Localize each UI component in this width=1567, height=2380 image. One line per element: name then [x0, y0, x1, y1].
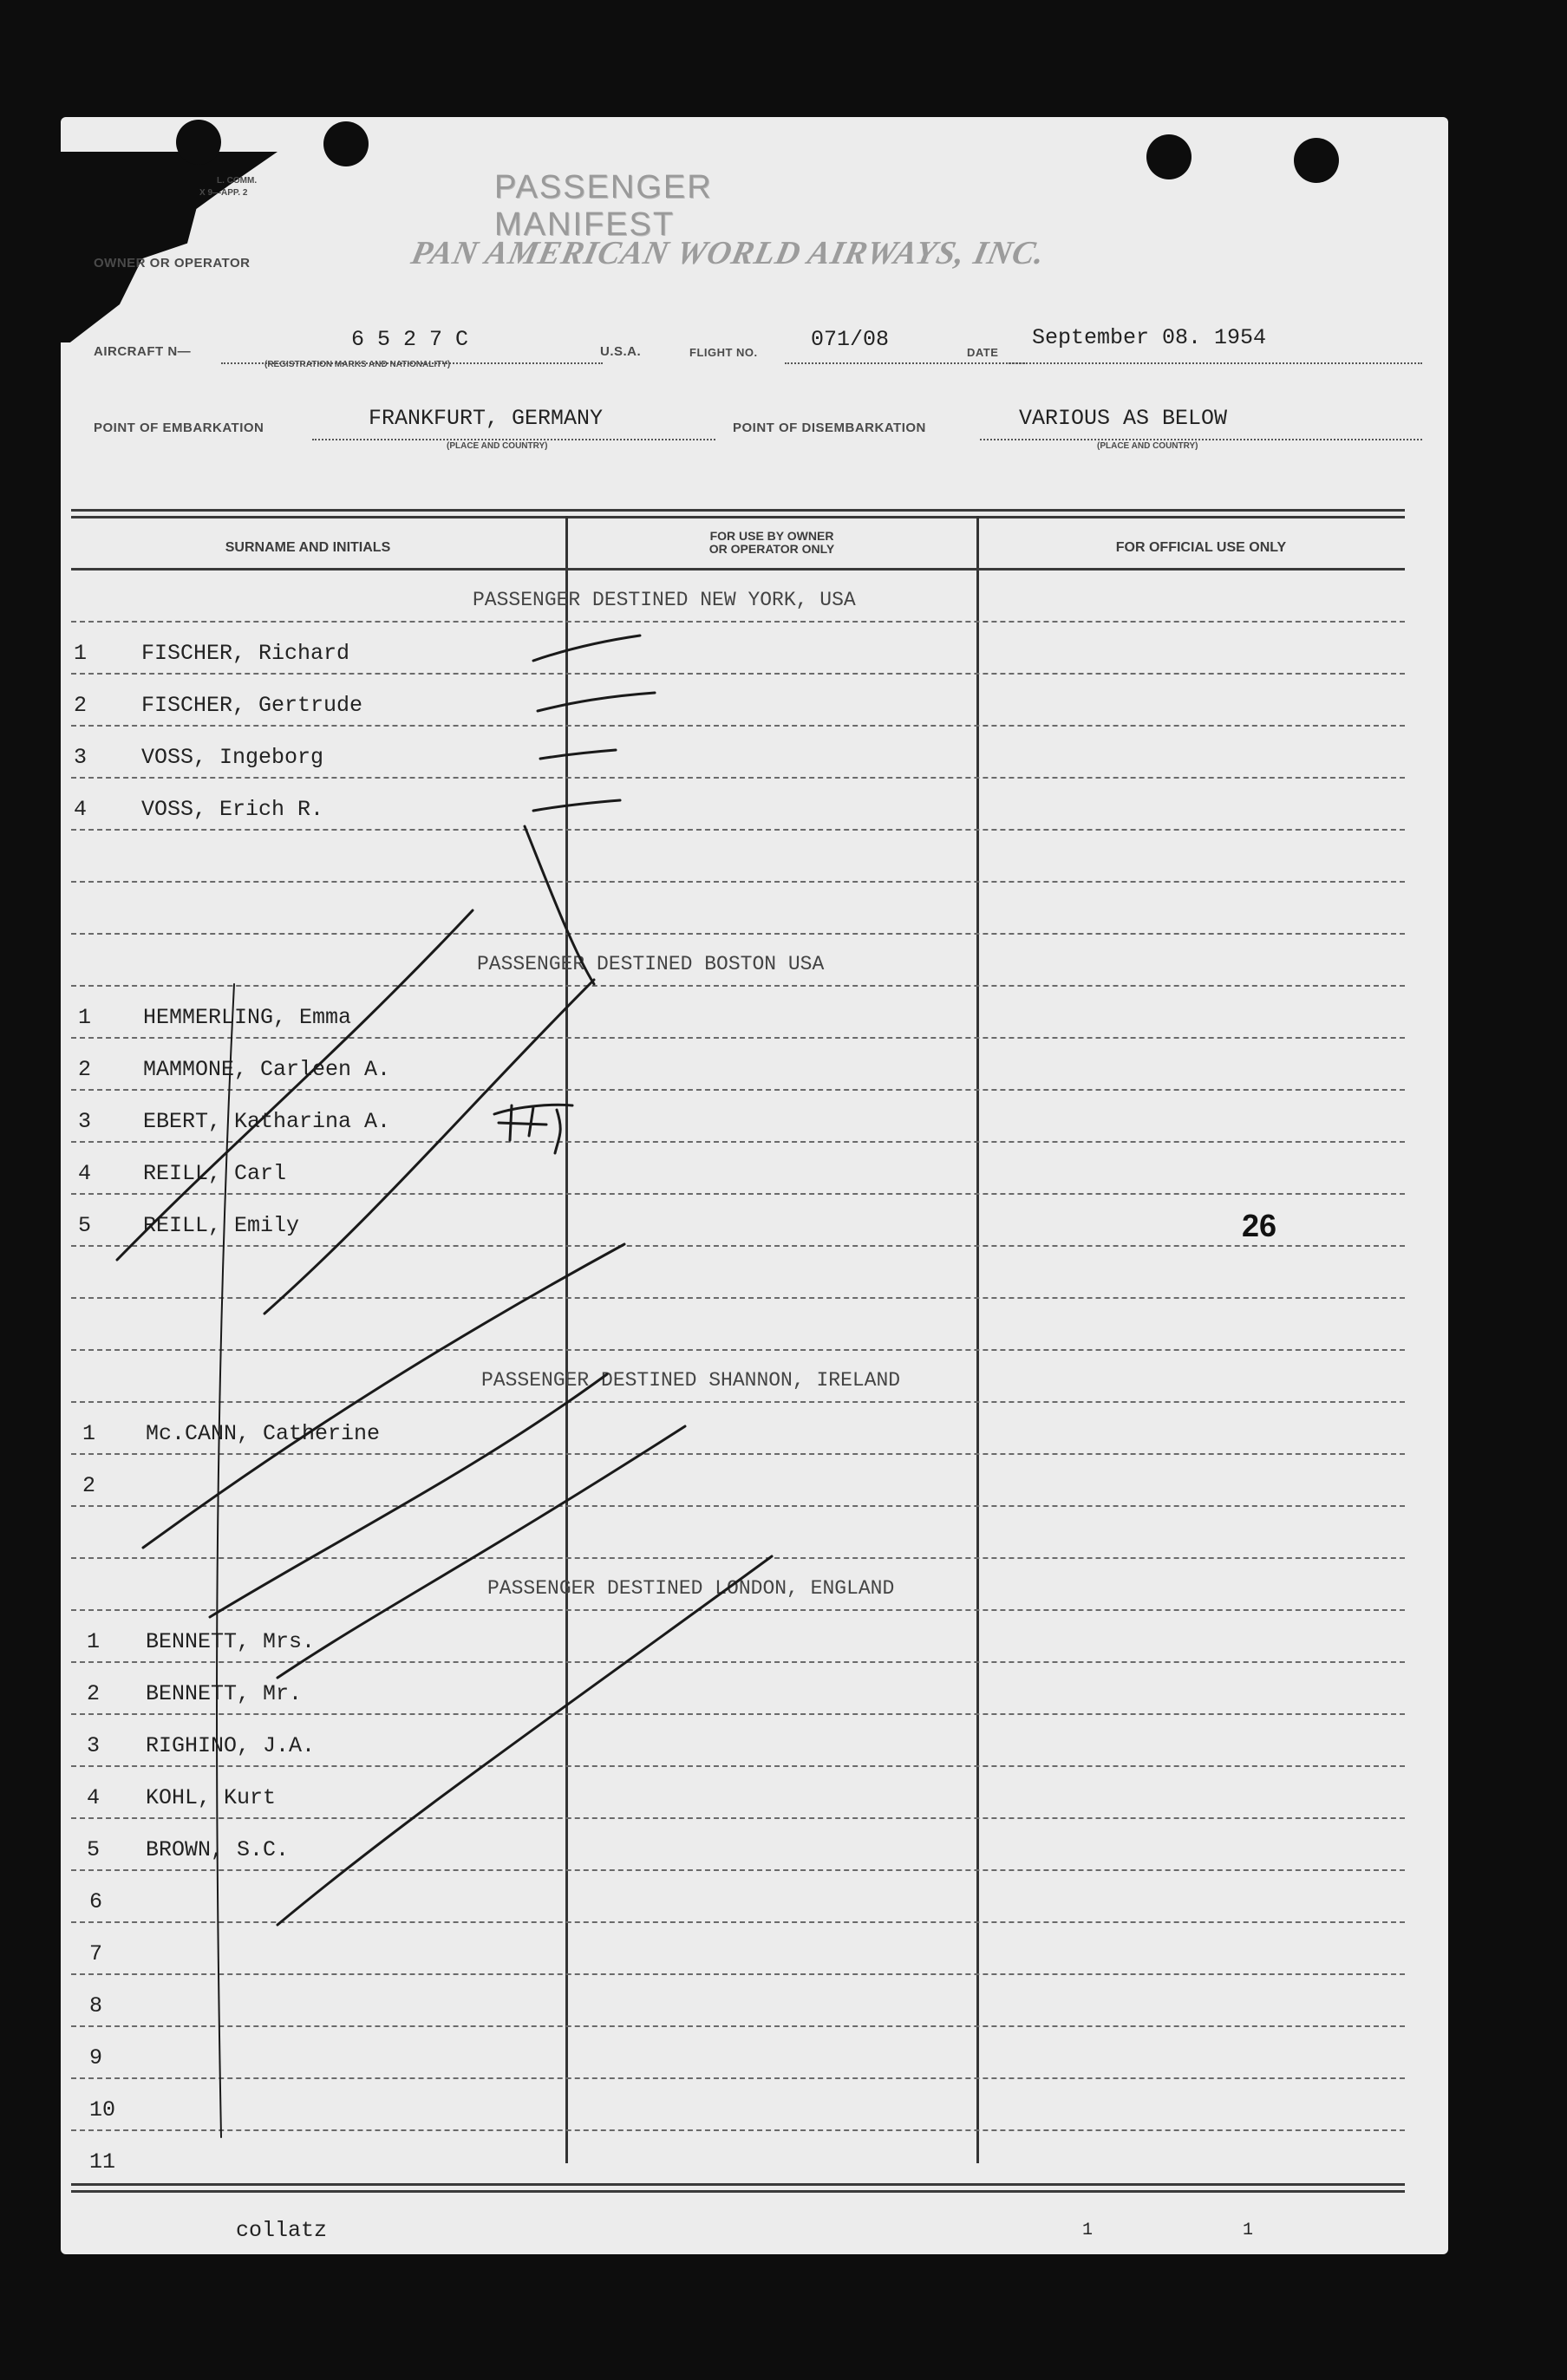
passenger-name: EBERT, Katharina A.	[143, 1109, 391, 1134]
row-number: 7	[89, 1941, 103, 1966]
row-number: 4	[87, 1785, 101, 1810]
passenger-name: BENNETT, Mrs.	[146, 1629, 316, 1654]
row-number: 4	[74, 797, 88, 822]
row-number: 2	[74, 693, 88, 718]
section-heading: PASSENGER DESTINED NEW YORK, USA	[473, 589, 856, 611]
row-number: 2	[78, 1057, 92, 1082]
row-number: 5	[78, 1213, 92, 1238]
row-number: 2	[82, 1473, 96, 1498]
date-underline	[1006, 362, 1422, 364]
punch-hole	[323, 121, 369, 166]
operator-name: PAN AMERICAN WORLD AIRWAYS, INC.	[408, 235, 1049, 271]
row-number: 4	[78, 1161, 92, 1186]
row-rule	[71, 1037, 1405, 1039]
row-number: 10	[89, 2097, 116, 2122]
row-rule	[71, 985, 1405, 987]
check-tick	[540, 750, 616, 759]
scribble-mark	[494, 1105, 572, 1153]
clerk-name: collatz	[236, 2218, 328, 2243]
row-rule	[71, 1869, 1405, 1871]
embarkation-label: POINT OF EMBARKATION	[94, 421, 264, 435]
cancel-stroke	[143, 1244, 624, 1548]
row-rule	[71, 1401, 1405, 1403]
passenger-name: VOSS, Ingeborg	[141, 745, 324, 770]
header-rule	[71, 568, 1405, 571]
row-rule	[71, 1453, 1405, 1455]
embarkation-value: FRANKFURT, GERMANY	[369, 406, 604, 431]
row-number: 11	[89, 2149, 116, 2175]
row-rule	[71, 1765, 1405, 1767]
passenger-name: BENNETT, Mr.	[146, 1681, 303, 1706]
flight-label: FLIGHT NO.	[689, 346, 758, 359]
row-rule	[71, 673, 1405, 675]
row-number: 3	[87, 1733, 101, 1758]
footer-mark: 1	[1082, 2220, 1094, 2240]
row-number: 1	[87, 1629, 101, 1654]
flight-date: September 08. 1954	[1032, 325, 1267, 350]
form-reference: X 9—APP. 2	[199, 188, 248, 198]
row-number: 1	[82, 1421, 96, 1446]
column-divider	[565, 516, 568, 2163]
aircraft-value: 6 5 2 7 C	[351, 327, 469, 352]
owner-label: OWNER OR OPERATOR	[94, 256, 251, 271]
row-rule	[71, 1141, 1405, 1143]
row-rule	[71, 2129, 1405, 2131]
passenger-name: REILL, Emily	[143, 1213, 300, 1238]
row-rule	[71, 933, 1405, 935]
row-rule	[71, 1713, 1405, 1715]
row-rule	[71, 1505, 1405, 1507]
date-label: DATE	[967, 346, 999, 359]
disembarkation-underline	[980, 439, 1422, 440]
embarkation-underline	[312, 439, 715, 440]
section-heading: PASSENGER DESTINED LONDON, ENGLAND	[487, 1577, 895, 1600]
table-top-rule	[71, 516, 1405, 518]
section-heading: PASSENGER DESTINED SHANNON, IRELAND	[481, 1369, 901, 1392]
row-rule	[71, 1609, 1405, 1611]
row-rule	[71, 1921, 1405, 1923]
passenger-name: VOSS, Erich R.	[141, 797, 324, 822]
page-title: PASSENGER MANIFEST	[494, 169, 713, 243]
check-tick	[538, 693, 655, 711]
column-divider	[976, 516, 979, 2163]
disembarkation-label: POINT OF DISEMBARKATION	[733, 421, 926, 435]
row-rule	[71, 2077, 1405, 2079]
row-rule	[71, 1245, 1405, 1247]
flight-number: 071/08	[811, 327, 890, 352]
passenger-name: REILL, Carl	[143, 1161, 287, 1186]
form-reference: L. COMM.	[217, 176, 258, 186]
row-number: 5	[87, 1837, 101, 1862]
row-rule	[71, 1349, 1405, 1351]
punch-hole	[1146, 134, 1192, 179]
row-number: 8	[89, 1993, 103, 2018]
column-header-owner-use: FOR USE BY OWNER	[709, 529, 834, 543]
row-rule	[71, 1193, 1405, 1195]
row-number: 9	[89, 2045, 103, 2070]
footer-mark: 1	[1243, 2220, 1254, 2240]
row-number: 2	[87, 1681, 101, 1706]
punch-hole	[176, 120, 221, 165]
passenger-name: MAMMONE, Carleen A.	[143, 1057, 391, 1082]
section-heading: PASSENGER DESTINED BOSTON USA	[477, 953, 825, 975]
passenger-name: KOHL, Kurt	[146, 1785, 277, 1810]
row-number: 6	[89, 1889, 103, 1914]
row-rule	[71, 1089, 1405, 1091]
row-rule	[71, 829, 1405, 831]
embarkation-caption: (PLACE AND COUNTRY)	[447, 441, 548, 451]
check-tick	[533, 636, 640, 661]
cancel-stroke	[117, 910, 473, 1260]
row-number: 1	[78, 1005, 92, 1030]
disembarkation-value: VARIOUS AS BELOW	[1019, 406, 1228, 431]
row-rule	[71, 881, 1405, 883]
cancel-stroke	[277, 1426, 685, 1678]
row-rule	[71, 725, 1405, 727]
table-bottom-rule	[71, 2183, 1405, 2186]
column-header-surname: SURNAME AND INITIALS	[225, 540, 391, 555]
passenger-name: RIGHINO, J.A.	[146, 1733, 316, 1758]
row-number: 3	[74, 745, 88, 770]
row-number: 3	[78, 1109, 92, 1134]
table-bottom-rule	[71, 2190, 1405, 2193]
row-rule	[71, 1297, 1405, 1299]
table-top-rule	[71, 509, 1405, 512]
row-rule	[71, 621, 1405, 623]
row-rule	[71, 2025, 1405, 2027]
margin-stroke	[217, 984, 234, 2137]
row-rule	[71, 1661, 1405, 1663]
disembarkation-caption: (PLACE AND COUNTRY)	[1097, 441, 1198, 451]
official-count: 26	[1242, 1208, 1277, 1243]
punch-hole	[1294, 138, 1339, 183]
usa-label: U.S.A.	[600, 344, 642, 359]
passenger-name: FISCHER, Gertrude	[141, 693, 363, 718]
column-header-owner-use: OR OPERATOR ONLY	[708, 542, 835, 556]
row-rule	[71, 1973, 1405, 1975]
row-rule	[71, 777, 1405, 779]
column-header-official: FOR OFFICIAL USE ONLY	[1115, 540, 1287, 555]
manifest-sheet	[61, 117, 1448, 2254]
row-rule	[71, 1557, 1405, 1559]
passenger-name: FISCHER, Richard	[141, 641, 350, 666]
passenger-name: Mc.CANN, Catherine	[146, 1421, 381, 1446]
row-rule	[71, 1817, 1405, 1819]
row-number: 1	[74, 641, 88, 666]
passenger-name: BROWN, S.C.	[146, 1837, 290, 1862]
flight-underline	[785, 362, 1028, 364]
passenger-name: HEMMERLING, Emma	[143, 1005, 352, 1030]
check-tick	[533, 800, 620, 811]
aircraft-label: AIRCRAFT N—	[94, 344, 192, 359]
registration-caption: (REGISTRATION MARKS AND NATIONALITY)	[264, 360, 451, 369]
